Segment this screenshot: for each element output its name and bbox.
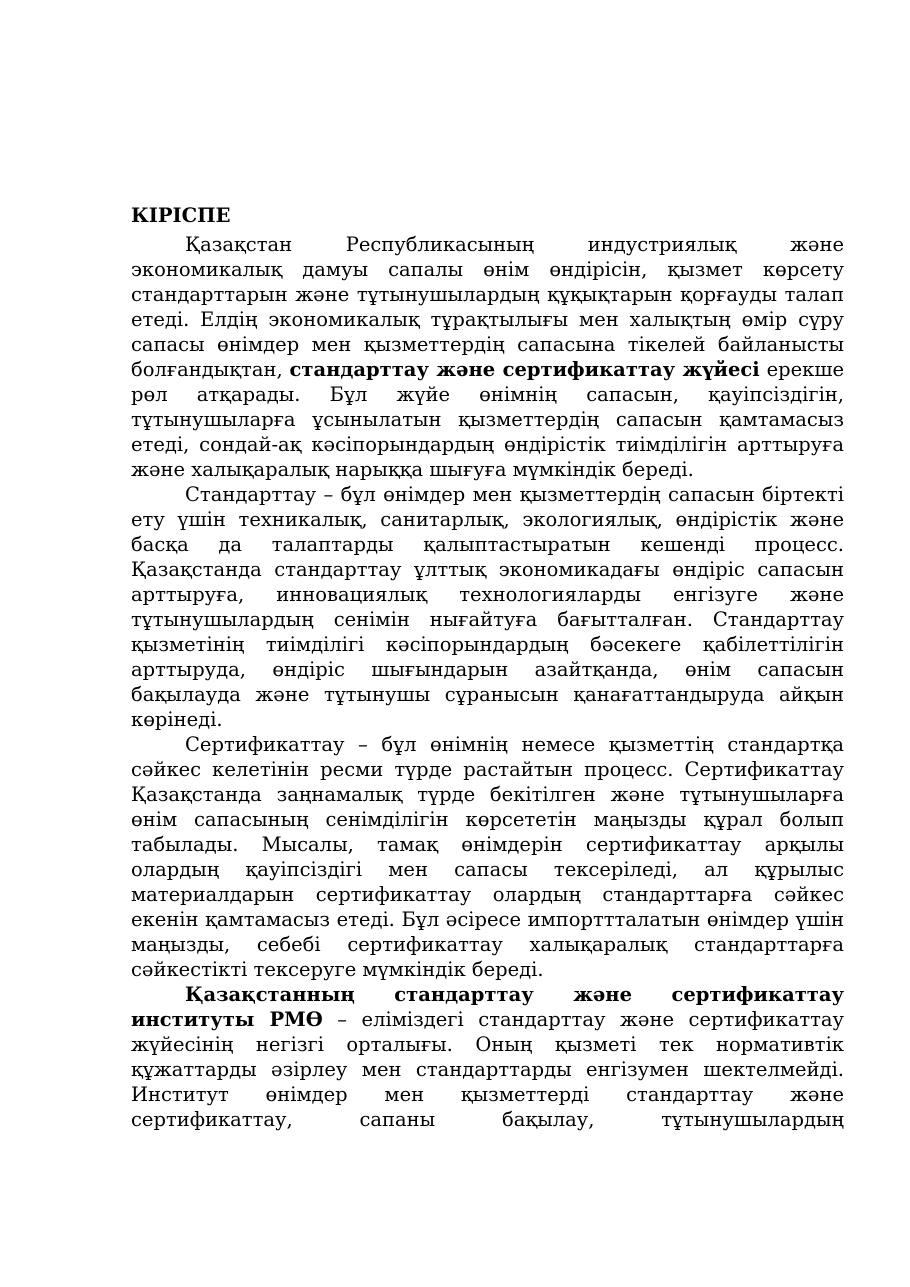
- paragraph-4: [131, 982, 844, 1132]
- paragraph-2: [131, 482, 844, 732]
- section-heading: КІРІСПЕ: [131, 204, 231, 227]
- paragraph-4-text-a: – еліміздегі стандарттау және сертификаттау жүйесінің негізгі орталығы. Оның қызметі тек нормативтік құжаттарды әзірлеу мен стандарттарды енгізумен шектелмейді. Институт өнімдер мен қызметтерді стандарттау және сертификаттау, сапаны бақылау, тұтынушылардың: [131, 1008, 844, 1131]
- paragraph-3-text-a: Сертификаттау – бұл өнімнің немесе қызметтің стандартқа сәйкес келетінін ресми түрде растайтын процесс. Сертификаттау Қазақстанда заңнамалық түрде бекітілген және тұтынушыларға өнім сапасының сенімділігін көрсететін маңызды құрал болып табылады. Мысалы, тамақ өнімдерін сертификаттау арқылы олардың қауіпсіздігі мен сапасы тексеріледі, ал құрылыс материалдарын сертификаттау олардың стандарттарға сәйкес екенін қамтамасыз етеді. Бұл әсіресе импорттталатын өнімдер үшін маңызды, себебі сертификаттау халықаралық стандарттарға сәйкестікті тексеруге мүмкіндік береді.: [131, 733, 844, 981]
- paragraph-1: [131, 232, 844, 482]
- paragraph-1-bold-term: стандарттау және сертификаттау жүйесі: [289, 358, 760, 381]
- paragraph-1-text-a: Қазақстан Республикасының индустриялық және экономикалық дамуы сапалы өнім өндірісін, қызмет көрсету стандарттарын және тұтынушылардың құқықтарын қорғауды талап етеді. Елдің экономикалық тұрақтылығы мен халықтың өмір сүру сапасы өнімдер мен қызметтердің сапасына тікелей байланысты болғандықтан,: [131, 233, 844, 381]
- paragraph-4-lead-bold: Қазақстанның стандарттау және сертификаттау институты РМӨ: [131, 983, 844, 1031]
- paragraph-1-text-b: ерекше рөл атқарады. Бұл жүйе өнімнің сапасын, қауіпсіздігін, тұтынушыларға ұсынылатын қызметтердің сапасын қамтамасыз етеді, сондай-ақ кәсіпорындардың өндірістік тиімділігін арттыруға және халықаралық нарыққа шығуға мүмкіндік береді.: [131, 358, 844, 481]
- paragraph-2-text-a: Стандарттау – бұл өнімдер мен қызметтердің сапасын біртекті ету үшін техникалық, санитарлық, экологиялық, өндірістік және басқа да талаптарды қалыптастыратын кешенді процесс. Қазақстанда стандарттау ұлттық экономикадағы өндіріс сапасын арттыруға, инновациялық технологияларды енгізуге және тұтынушылардың сенімін нығайтуға бағытталған. Стандарттау қызметінің тиімділігі кәсіпорындардың бәсекеге қабілеттілігін арттыруда, өндіріс шығындарын азайтқанда, өнім сапасын бақылауда және тұтынушы сұранысын қанағаттандыруда айқын көрінеді.: [131, 483, 844, 731]
- document-page: [131, 203, 844, 1132]
- paragraph-3: [131, 732, 844, 982]
